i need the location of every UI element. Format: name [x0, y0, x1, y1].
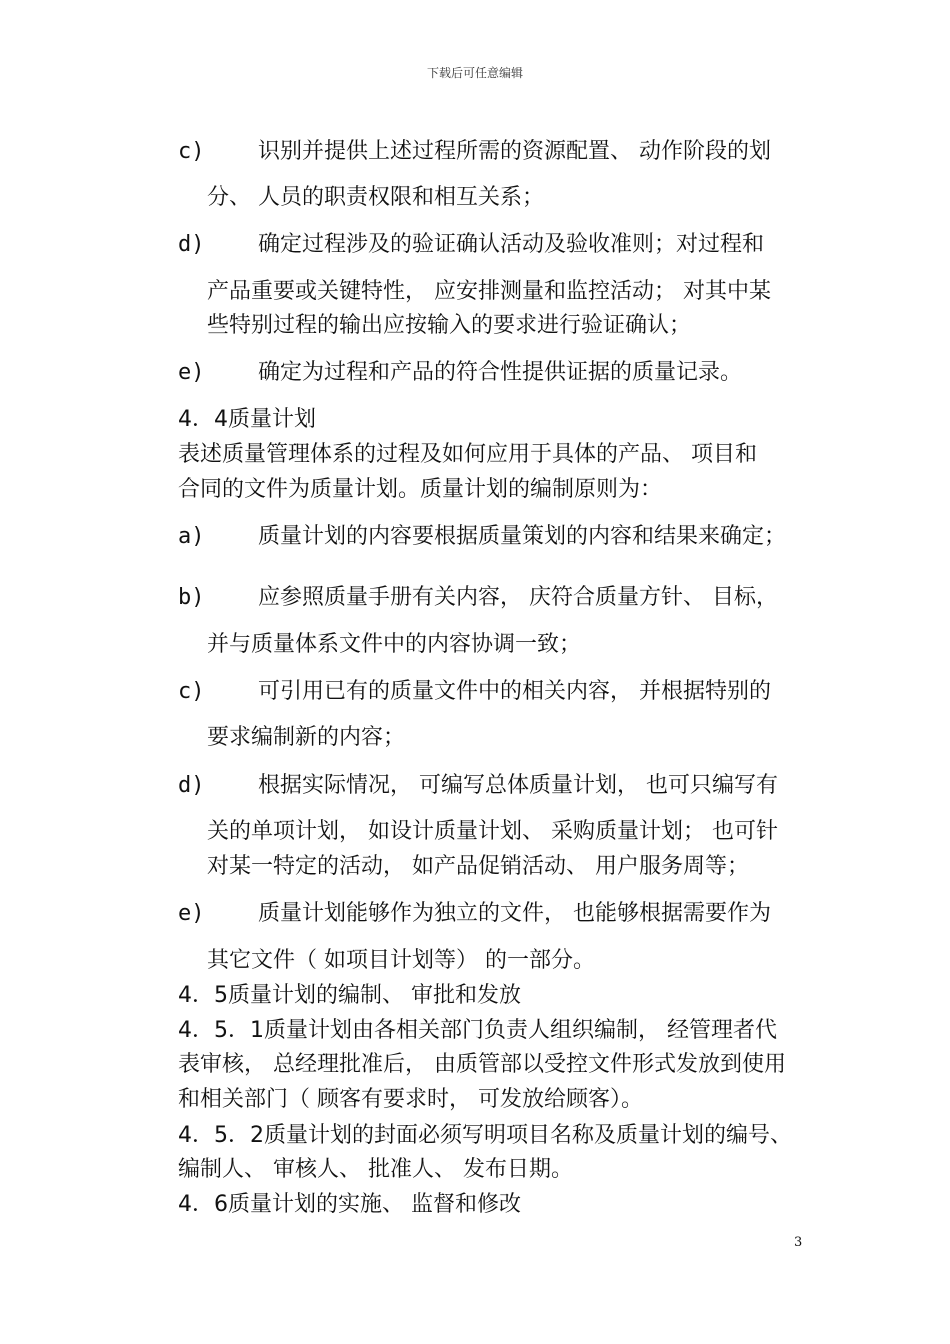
list-marker: c) — [178, 139, 205, 164]
list-item-line: 确定过程涉及的验证确认活动及验收准则；对过程和 — [258, 232, 765, 257]
page-header: 下载后可任意编辑 — [426, 66, 523, 80]
list-item-line: 其它文件（ 如项目计划等） 的一部分。 — [207, 948, 595, 973]
list-item-line: 识别并提供上述过程所需的资源配置、 动作阶段的划 — [258, 139, 771, 164]
list-marker: d) — [178, 232, 205, 257]
list-item-line: 产品重要或关键特性， 应安排测量和监控活动； 对其中某 — [207, 279, 771, 304]
list-item-line: 并与质量体系文件中的内容协调一致； — [207, 632, 582, 657]
paragraph-line: 4．5．1质量计划由各相关部门负责人组织编制， 经管理者代 — [178, 1018, 777, 1043]
list-marker: e) — [178, 901, 205, 926]
paragraph-line: 合同的文件为质量计划。质量计划的编制原则为： — [178, 477, 663, 502]
list-item-line: 要求编制新的内容； — [207, 725, 406, 750]
paragraph-line: 和相关部门（ 顾客有要求时， 可发放给顾客）。 — [178, 1087, 643, 1112]
list-marker: e) — [178, 360, 205, 385]
list-item-line: 确定为过程和产品的符合性提供证据的质量记录。 — [258, 360, 743, 385]
paragraph-line: 表审核， 总经理批准后， 由质管部以受控文件形式发放到使用 — [178, 1052, 786, 1077]
list-marker: b) — [178, 585, 205, 610]
paragraph-line: 4．5．2质量计划的封面必须写明项目名称及质量计划的编号、 — [178, 1123, 792, 1148]
section-heading: 4．6质量计划的实施、 监督和修改 — [178, 1192, 521, 1217]
section-heading: 4．5质量计划的编制、 审批和发放 — [178, 983, 521, 1008]
list-item-line: 应参照质量手册有关内容， 庆符合质量方针、 目标， — [258, 585, 778, 610]
list-item-line: 可引用已有的质量文件中的相关内容， 并根据特别的 — [258, 679, 771, 704]
list-item-line: 质量计划的内容要根据质量策划的内容和结果来确定； — [258, 524, 787, 549]
section-heading: 4．4质量计划 — [178, 407, 316, 432]
list-item-line: 根据实际情况， 可编写总体质量计划， 也可只编写有 — [258, 773, 778, 798]
list-marker: a) — [178, 524, 205, 549]
paragraph-line: 编制人、 审核人、 批准人、 发布日期。 — [178, 1157, 573, 1182]
list-item-line: 质量计划能够作为独立的文件， 也能够根据需要作为 — [258, 901, 771, 926]
list-marker: c) — [178, 679, 205, 704]
list-marker: d) — [178, 773, 205, 798]
list-item-line: 分、 人员的职责权限和相互关系； — [207, 185, 544, 210]
page-number: 3 — [794, 1235, 803, 1250]
list-item-line: 关的单项计划， 如设计质量计划、 采购质量计划； 也可针 — [207, 819, 778, 844]
list-item-line: 对某一特定的活动， 如产品促销活动、 用户服务周等； — [207, 854, 749, 879]
list-item-line: 些特别过程的输出应按输入的要求进行验证确认； — [207, 313, 692, 338]
paragraph-line: 表述质量管理体系的过程及如何应用于具体的产品、 项目和 — [178, 442, 757, 467]
